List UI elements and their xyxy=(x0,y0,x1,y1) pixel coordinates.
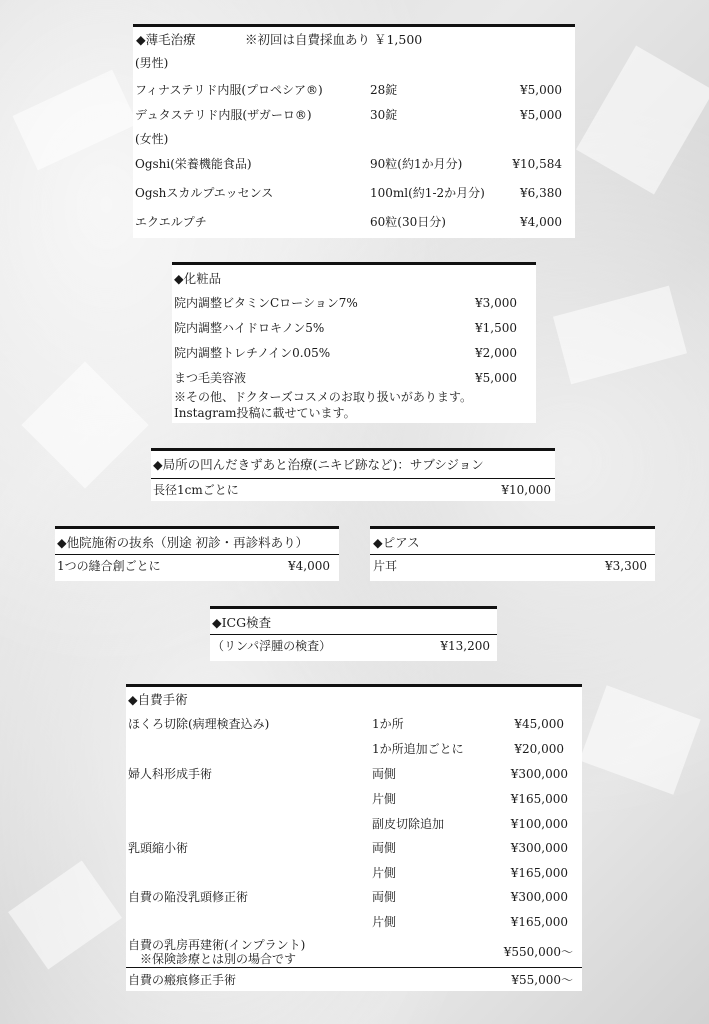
table-row: 自費の乳房再建術(インプラント) xyxy=(128,938,306,952)
cosmetics-section xyxy=(172,262,536,423)
table-row: 片側 ¥165,000 xyxy=(372,866,568,880)
cosmetics-note: ※その他、ドクターズコスメのお取り扱いがあります。 xyxy=(174,390,472,404)
table-row: 片側 ¥165,000 xyxy=(372,792,568,806)
background-paper-shape xyxy=(553,286,687,385)
table-row: 婦人科形成手術 両側 ¥300,000 xyxy=(128,767,568,781)
piercing-section xyxy=(370,526,655,581)
price-row: 院内調整ビタミンCローション7% ¥3,000 xyxy=(174,296,517,310)
suture-removal-title: ◆他院施術の抜糸（別途 初診・再診料あり） xyxy=(57,535,309,550)
price-row: フィナステリド内服(プロペシア®) 28錠 ¥5,000 xyxy=(135,83,562,97)
subcision-title: ◆局所の凹んだきずあと治療(ニキビ跡など)：サブシジョン xyxy=(153,457,484,472)
icg-title: ◆ICG検査 xyxy=(212,615,272,630)
surgery-title: ◆自費手術 xyxy=(128,692,188,707)
price-row: Ogshi(栄養機能食品) 90粒(約1か月分) ¥10,584 xyxy=(135,157,562,171)
surgery-section xyxy=(126,684,582,991)
hair-treatment-note: ※初回は自費採血あり ￥1,500 xyxy=(245,32,423,47)
price-row: 院内調整ハイドロキノン5% ¥1,500 xyxy=(174,321,517,335)
price-row: デュタステリド内服(ザガーロ®) 30錠 ¥5,000 xyxy=(135,108,562,122)
divider xyxy=(370,554,655,555)
implant-note: ※保険診療とは別の場合です xyxy=(140,952,297,966)
hair-treatment-header xyxy=(133,31,575,49)
cosmetics-note: Instagram投稿に載せています。 xyxy=(174,406,356,420)
table-row: 自費の瘢痕修正手術 ¥55,000～ xyxy=(128,973,573,987)
background-paper-shape xyxy=(579,685,700,794)
cosmetics-title: ◆化粧品 xyxy=(174,271,222,286)
price-row: まつ毛美容液 ¥5,000 xyxy=(174,371,517,385)
table-row: 乳頭縮小術 両側 ¥300,000 xyxy=(128,841,568,855)
piercing-title: ◆ピアス xyxy=(373,535,420,550)
male-label: (男性) xyxy=(135,56,169,70)
background-paper-shape xyxy=(8,861,122,970)
subcision-section xyxy=(151,448,555,501)
table-row: ほくろ切除(病理検査込み) 1か所 ¥45,000 xyxy=(128,717,564,731)
price-row: Ogshスカルプエッセンス 100ml(約1-2か月分) ¥6,380 xyxy=(135,186,562,200)
price-row: 片耳 ¥3,300 xyxy=(373,559,647,573)
price-row: 長径1cmごとに ¥10,000 xyxy=(153,483,551,497)
divider xyxy=(151,478,555,479)
table-row: 1か所追加ごとに ¥20,000 xyxy=(372,742,564,756)
background-paper-shape xyxy=(576,46,709,195)
price-row: 1つの縫合創ごとに ¥4,000 xyxy=(57,559,330,573)
table-row: 片側 ¥165,000 xyxy=(372,915,568,929)
table-row: ※保険診療とは別の場合です ¥550,000～ xyxy=(140,945,573,966)
background-paper-shape xyxy=(21,361,148,488)
icg-section xyxy=(210,606,497,661)
price-row: エクエルプチ 60粒(30日分) ¥4,000 xyxy=(135,215,562,229)
price-row: （リンパ浮腫の検査） ¥13,200 xyxy=(212,639,490,653)
suture-removal-section xyxy=(55,526,339,581)
hair-treatment-section xyxy=(133,24,575,238)
female-label: (女性) xyxy=(135,132,169,146)
price-row: 院内調整トレチノイン0.05% ¥2,000 xyxy=(174,346,517,360)
divider xyxy=(55,554,339,555)
table-row: 副皮切除追加 ¥100,000 xyxy=(372,817,568,831)
background-paper-shape xyxy=(12,70,137,171)
divider xyxy=(126,967,582,968)
table-row: 自費の陥没乳頭修正術 両側 ¥300,000 xyxy=(128,890,568,904)
divider xyxy=(210,634,497,635)
hair-treatment-title: ◆薄毛治療 xyxy=(136,32,196,47)
